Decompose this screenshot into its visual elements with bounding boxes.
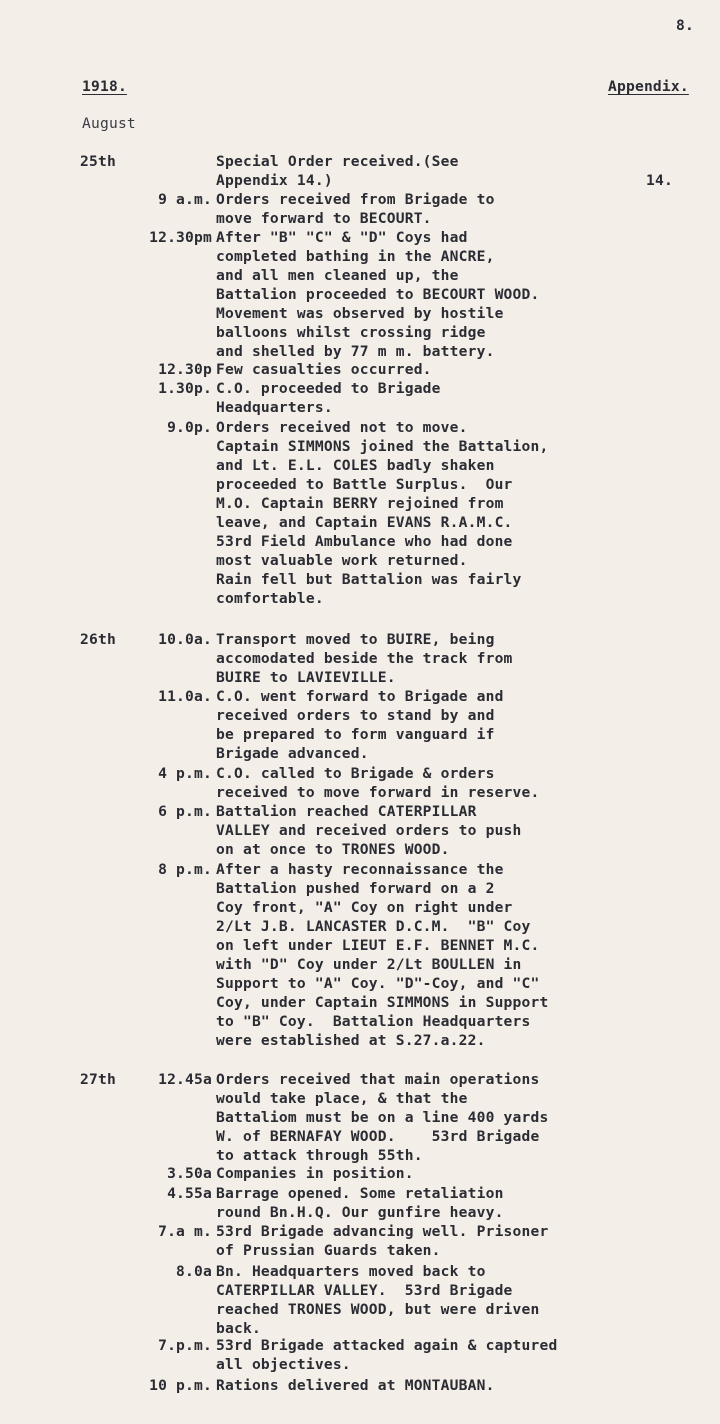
entry-text-line: balloons whilst crossing ridge [216, 324, 486, 341]
entry-text-line: would take place, & that the [216, 1090, 468, 1107]
entry-day: 27th [80, 1071, 116, 1088]
entry-time: 9 a.m. [158, 191, 212, 208]
entry-text-line: most valuable work returned. [216, 552, 468, 569]
entry-text-line: with "D" Coy under 2/Lt BOULLEN in [216, 956, 522, 973]
entry-time: 3.50a [167, 1165, 212, 1182]
entry-text-line: Barrage opened. Some retaliation [216, 1185, 504, 1202]
entry-time: 7.p.m. [158, 1337, 212, 1354]
entry-text-line: Coy, under Captain SIMMONS in Support [216, 994, 549, 1011]
entry-text-line: VALLEY and received orders to push [216, 822, 522, 839]
entry-text-line: M.O. Captain BERRY rejoined from [216, 495, 504, 512]
entry-text-line: Battalion proceeded to BECOURT WOOD. [216, 286, 540, 303]
entry-text-line: completed bathing in the ANCRE, [216, 248, 495, 265]
entry-text-line: and all men cleaned up, the [216, 267, 459, 284]
entry-text-line: Companies in position. [216, 1165, 414, 1182]
entry-time: 12.45a [158, 1071, 212, 1088]
entry-text-line: reached TRONES WOOD, but were driven [216, 1301, 540, 1318]
entry-text-line: Rain fell but Battalion was fairly [216, 571, 522, 588]
entry-text-line: on at once to TRONES WOOD. [216, 841, 450, 858]
entry-text-line: Orders received from Brigade to [216, 191, 495, 208]
entry-text-line: Battaliom must be on a line 400 yards [216, 1109, 549, 1126]
entry-text-line: CATERPILLAR VALLEY. 53rd Brigade [216, 1282, 513, 1299]
entry-text-line: Captain SIMMONS joined the Battalion, [216, 438, 549, 455]
entry-text-line: 2/Lt J.B. LANCASTER D.C.M. "B" Coy [216, 918, 531, 935]
entry-time: 10 p.m. [149, 1377, 212, 1394]
entry-text-line: move forward to BECOURT. [216, 210, 432, 227]
entry-time: 4.55a [167, 1185, 212, 1202]
year-heading: 1918. [82, 78, 127, 95]
entry-text-line: leave, and Captain EVANS R.A.M.C. [216, 514, 513, 531]
entry-time: 9.0p. [167, 419, 212, 436]
entry-text-line: Transport moved to BUIRE, being [216, 631, 495, 648]
entry-text-line: were established at S.27.a.22. [216, 1032, 486, 1049]
entry-time: 6 p.m. [158, 803, 212, 820]
entry-text-line: on left under LIEUT E.F. BENNET M.C. [216, 937, 540, 954]
entry-text-line: to "B" Coy. Battalion Headquarters [216, 1013, 531, 1030]
entry-text-line: Orders received not to move. [216, 419, 468, 436]
entry-text-line: After "B" "C" & "D" Coys had [216, 229, 468, 246]
entry-text-line: Movement was observed by hostile [216, 305, 504, 322]
entry-text-line: Battalion reached CATERPILLAR [216, 803, 477, 820]
entry-text-line: of Prussian Guards taken. [216, 1242, 441, 1259]
entry-text-line: and shelled by 77 m m. battery. [216, 343, 495, 360]
entry-time: 8 p.m. [158, 861, 212, 878]
entry-time: 10.0a. [158, 631, 212, 648]
entry-time: 12.30pm [149, 229, 212, 246]
entry-text-line: Rations delivered at MONTAUBAN. [216, 1377, 495, 1394]
entry-text-line: After a hasty reconnaissance the [216, 861, 504, 878]
entry-text-line: Few casualties occurred. [216, 361, 432, 378]
entry-text-line: proceeded to Battle Surplus. Our [216, 476, 513, 493]
entry-text-line: C.O. went forward to Brigade and [216, 688, 504, 705]
entry-text-line: Support to "A" Coy. "D"-Coy, and "C" [216, 975, 540, 992]
entry-text-line: Appendix 14.) [216, 172, 333, 189]
entry-day: 26th [80, 631, 116, 648]
entry-text-line: W. of BERNAFAY WOOD. 53rd Brigade [216, 1128, 540, 1145]
entry-text-line: Battalion pushed forward on a 2 [216, 880, 495, 897]
entry-day: 25th [80, 153, 116, 170]
entry-time: 12.30p [158, 361, 212, 378]
entry-text-line: Brigade advanced. [216, 745, 369, 762]
entry-text-line: Headquarters. [216, 399, 333, 416]
entry-text-line: BUIRE to LAVIEVILLE. [216, 669, 396, 686]
entry-text-line: C.O. proceeded to Brigade [216, 380, 441, 397]
entry-text-line: comfortable. [216, 590, 324, 607]
entry-text-line: Coy front, "A" Coy on right under [216, 899, 513, 916]
appendix-heading: Appendix. [608, 78, 689, 95]
month-label: August [82, 115, 136, 132]
entry-text-line: back. [216, 1320, 261, 1337]
entry-text-line: be prepared to form vanguard if [216, 726, 495, 743]
entry-text-line: 53rd Brigade advancing well. Prisoner [216, 1223, 549, 1240]
entry-time: 1.30p. [158, 380, 212, 397]
entry-text-line: 53rd Brigade attacked again & captured [216, 1337, 558, 1354]
entry-text-line: Special Order received.(See [216, 153, 459, 170]
entry-text-line: 53rd Field Ambulance who had done [216, 533, 513, 550]
entry-text-line: received orders to stand by and [216, 707, 495, 724]
entry-time: 4 p.m. [158, 765, 212, 782]
entry-time: 8.0a [176, 1263, 212, 1280]
entry-text-line: C.O. called to Brigade & orders [216, 765, 495, 782]
entry-text-line: to attack through 55th. [216, 1147, 423, 1164]
entry-time: 7.a m. [158, 1223, 212, 1240]
entry-text-line: accomodated beside the track from [216, 650, 513, 667]
entry-time: 11.0a. [158, 688, 212, 705]
entry-text-line: received to move forward in reserve. [216, 784, 540, 801]
appendix-reference: 14. [646, 172, 673, 189]
entry-text-line: and Lt. E.L. COLES badly shaken [216, 457, 495, 474]
entry-text-line: Bn. Headquarters moved back to [216, 1263, 486, 1280]
entry-text-line: all objectives. [216, 1356, 351, 1373]
entry-text-line: round Bn.H.Q. Our gunfire heavy. [216, 1204, 504, 1221]
entry-text-line: Orders received that main operations [216, 1071, 540, 1088]
page-number: 8. [676, 17, 694, 34]
